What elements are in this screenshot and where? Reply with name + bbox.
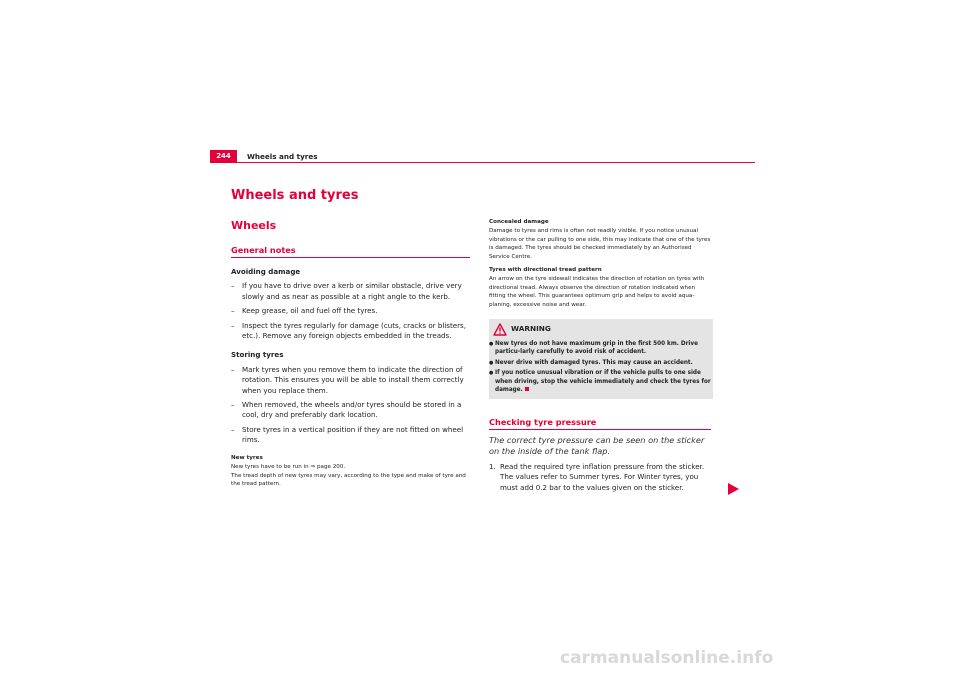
warning-title: WARNING: [511, 324, 551, 334]
step-number: 1.: [489, 462, 496, 471]
left-column: [231, 265, 471, 488]
page-number: 244: [210, 150, 237, 163]
directional-text: An arrow on the tyre sidewall indicates the direction of rotation on tyres with directional tread. Always observe the direction of rotation indicated when fitting the wheel. This guarantees optimum grip and helps to avoid aqua-planing, excessive noise and wear.: [489, 276, 705, 308]
pressure-section: [489, 435, 713, 493]
new-tyres-heading: New tyres: [231, 454, 263, 461]
warning-item: ● Never drive with damaged tyres. This may cause an accident.: [489, 359, 713, 367]
warning-box: [489, 319, 713, 398]
section-title: Wheels: [231, 219, 277, 232]
concealed-damage-text: Damage to tyres and rims is often not readily visible. If you notice unusual vibrations or the car pulling to one side, this may indicate that one of the tyres is damaged. The tyres should be checked immediately by an Authorised Service Centre.: [489, 228, 711, 260]
checking-pressure-heading: Checking tyre pressure: [489, 417, 711, 430]
list-item: – Inspect the tyres regularly for damage (cuts, cracks or blisters, etc.). Remove any foreign objects embedded in the treads.: [231, 321, 471, 342]
list-item: – Keep grease, oil and fuel off the tyres.: [231, 306, 471, 316]
list-item: – When removed, the wheels and/or tyres should be stored in a cool, dry and preferably dark location.: [231, 400, 471, 421]
pressure-intro: The correct tyre pressure can be seen on the sticker on the inside of the tank flap.: [489, 435, 705, 456]
next-page-arrow-icon[interactable]: [726, 482, 740, 496]
new-tyres-line2: The tread depth of new tyres may vary, according to the type and make of tyre and the tread pattern.: [231, 472, 466, 487]
warning-item-text: If you notice unusual vibration or if the vehicle pulls to one side when driving, stop the vehicle immediately and check the tyres for damage.: [495, 370, 711, 394]
new-tyres-line1: New tyres have to be run in ⇒ page 200.: [231, 464, 346, 471]
general-notes-heading: General notes: [231, 245, 470, 258]
warning-item: ● New tyres do not have maximum grip in the first 500 km. Drive particu-larly carefully to avoid risk of accident.: [489, 340, 713, 357]
page-header: [210, 150, 755, 163]
end-of-section-mark: [525, 387, 529, 391]
list-item: [489, 462, 713, 493]
footer-watermark: carmanualsonline.info: [560, 648, 774, 668]
directional-heading: Tyres with directional tread pattern: [489, 267, 602, 274]
list-item: – If you have to drive over a kerb or similar obstacle, drive very slowly and as near as possible at a right angle to the kerb.: [231, 281, 471, 302]
avoiding-damage-heading: Avoiding damage: [231, 267, 301, 276]
header-rule: [210, 162, 755, 163]
warning-triangle-icon: [493, 323, 507, 336]
list-item: – Store tyres in a vertical position if they are not fitted on wheel rims.: [231, 425, 471, 446]
running-title: Wheels and tyres: [247, 152, 318, 161]
right-column: [489, 217, 713, 399]
warning-item: [489, 369, 713, 394]
list-item: – Mark tyres when you remove them to indicate the direction of rotation. This ensures you will be able to install them correctly when you replace them.: [231, 365, 471, 396]
step-text: Read the required tyre inflation pressure from the sticker. The values refer to Summer tyres. For Winter tyres, you must add 0.2 bar to the values given on the sticker.: [500, 462, 705, 492]
storing-tyres-heading: Storing tyres: [231, 350, 284, 360]
concealed-damage-heading: Concealed damage: [489, 219, 549, 225]
page-title: Wheels and tyres: [231, 188, 359, 203]
